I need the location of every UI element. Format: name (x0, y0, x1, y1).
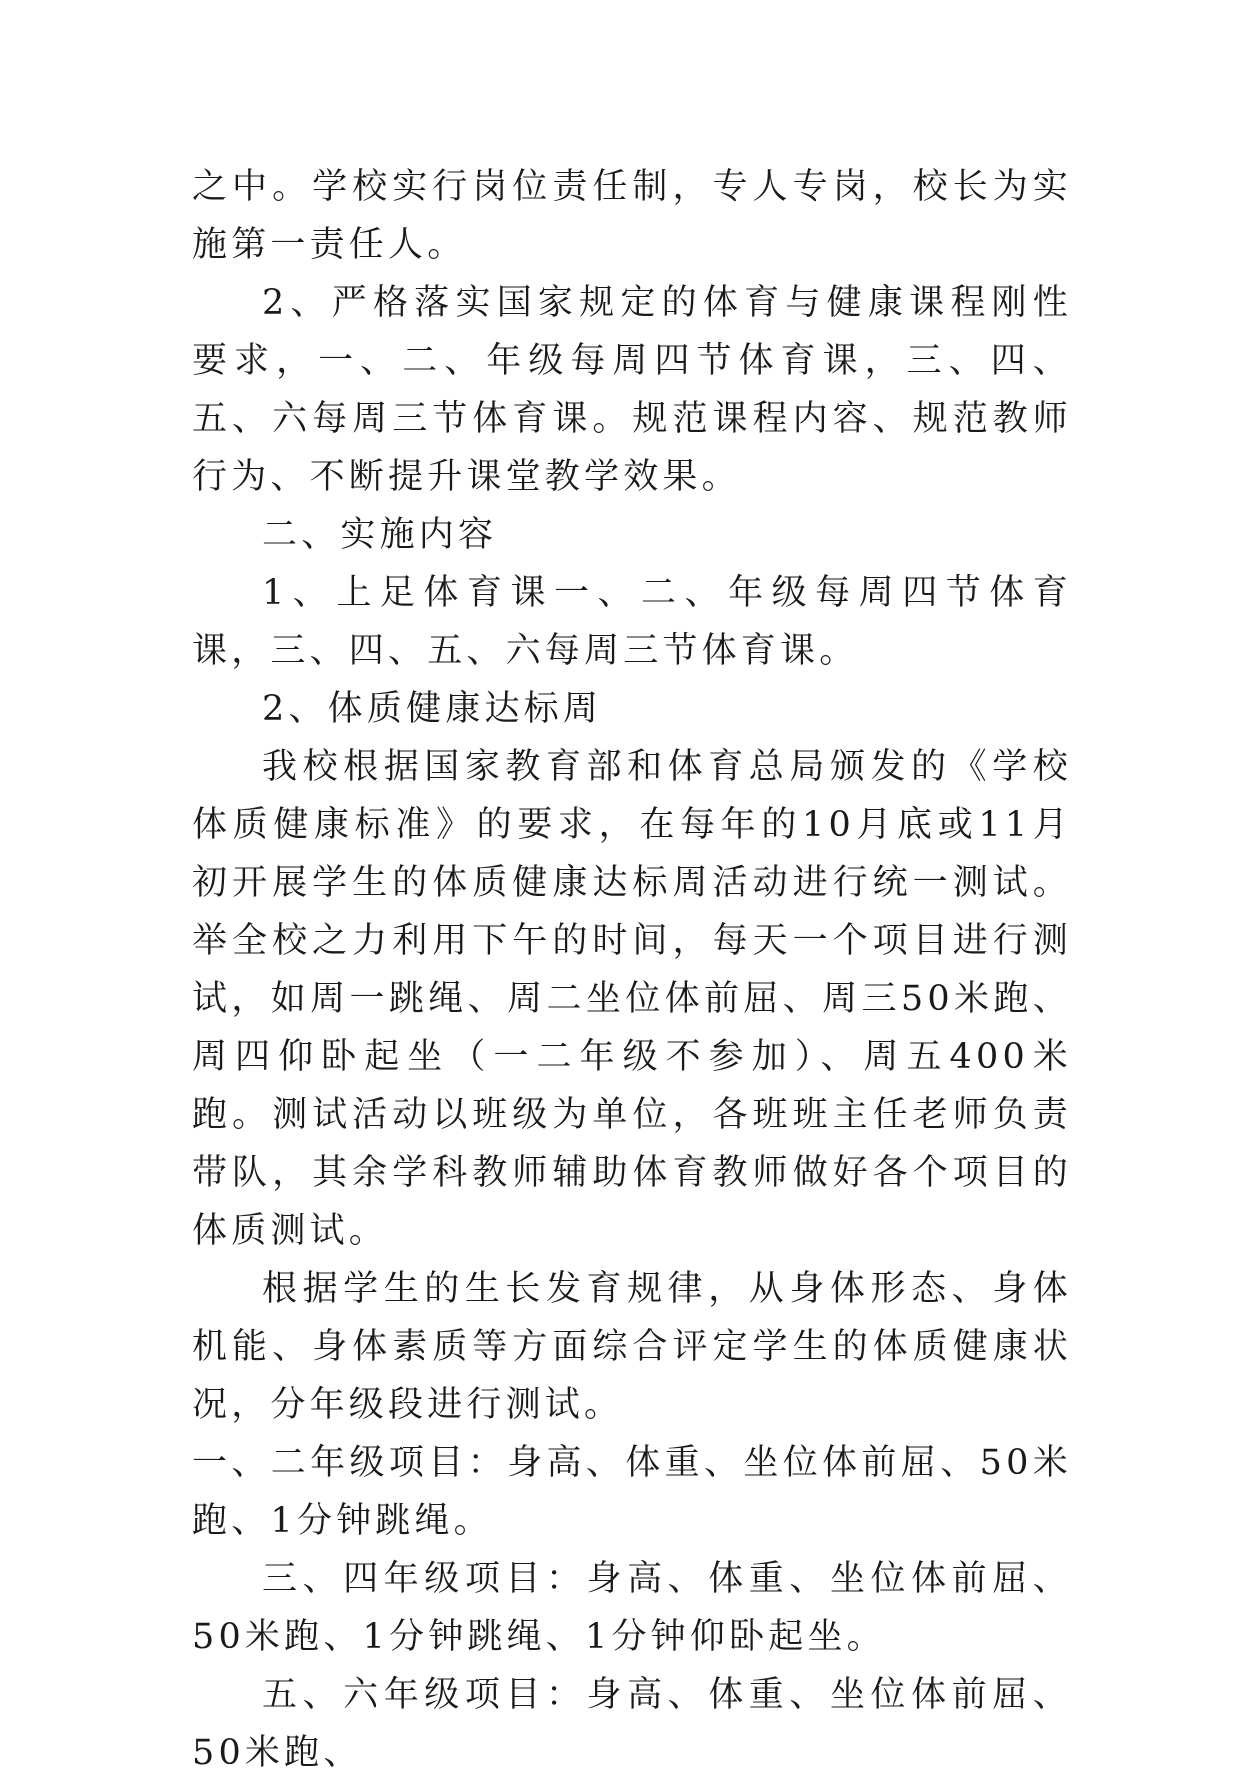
paragraph-pe-requirements: 2、严格落实国家规定的体育与健康课程刚性要求，一、二、年级每周四节体育课，三、四、五、六每周三节体育课。规范课程内容、规范教师行为、不断提升课堂教学效果。 (192, 283, 1072, 497)
paragraph-pe-classes: 1、上足体育课一、二、年级每周四节体育课，三、四、五、六每周三节体育课。 (192, 573, 1072, 671)
section-heading-implementation: 二、实施内容 (262, 515, 498, 555)
paragraph-growth-evaluation: 根据学生的生长发育规律，从身体形态、身体机能、身体素质等方面综合评定学生的体质健康状况，分年级段进行测试。 (192, 1269, 1072, 1425)
body-text (192, 158, 1072, 1782)
paragraph-grade-5-6-items: 五、六年级项目：身高、体重、坐位体前屈、50米跑、 (192, 1675, 1072, 1773)
paragraph-fitness-testing: 我校根据国家教育部和体育总局颁发的《学校体质健康标准》的要求，在每年的10月底或11月初开展学生的体质健康达标周活动进行统一测试。举全校之力利用下午的时间，每天一个项目进行测试，如周一跳绳、周二坐位体前屈、周三50米跑、周四仰卧起坐（一二年级不参加）、周五400米跑。测试活动以班级为单位，各班班主任老师负责带队，其余学科教师辅助体育教师做好各个项目的体质测试。 (192, 747, 1072, 1251)
paragraph-grade-1-2-items: 一、二年级项目：身高、体重、坐位体前屈、50米跑、1分钟跳绳。 (192, 1443, 1072, 1541)
paragraph-grade-3-4-items: 三、四年级项目：身高、体重、坐位体前屈、50米跑、1分钟跳绳、1分钟仰卧起坐。 (192, 1559, 1072, 1657)
subheading-fitness-week: 2、体质健康达标周 (262, 689, 603, 729)
paragraph-continuation: 之中。学校实行岗位责任制，专人专岗，校长为实施第一责任人。 (192, 167, 1072, 265)
